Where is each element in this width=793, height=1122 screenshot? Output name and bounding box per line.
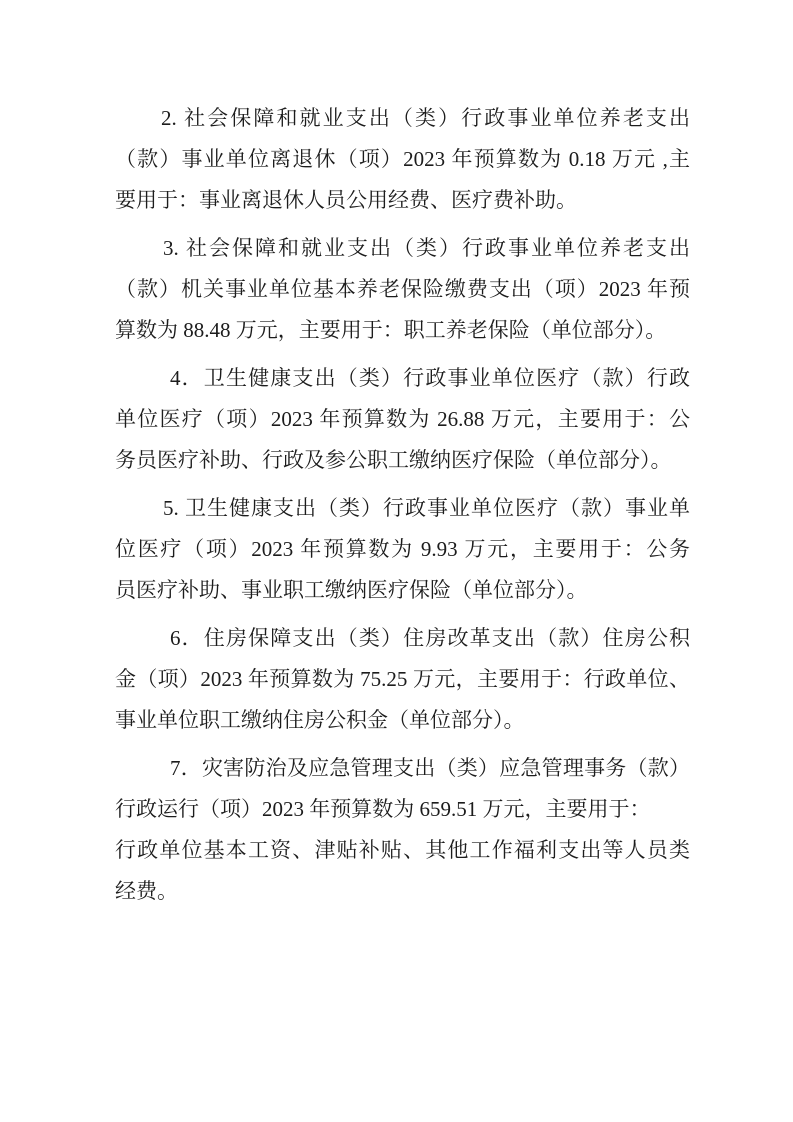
paragraph-3-line-2: 单位医疗（项）2023 年预算数为 26.88 万元，主要用于：公 <box>115 407 690 431</box>
paragraph-4-line-3: 员医疗补助、事业职工缴纳医疗保险（单位部分）。 <box>115 578 588 602</box>
paragraph-5-line-1: 6．住房保障支出（类）住房改革支出（款）住房公积 <box>170 626 690 650</box>
paragraph-6-line-3: 行政单位基本工资、津贴补贴、其他工作福利支出等人员类 <box>115 838 690 862</box>
paragraph-1 <box>115 98 690 221</box>
paragraph-3-line-3: 务员医疗补助、行政及参公职工缴纳医疗保险（单位部分）。 <box>115 448 672 472</box>
paragraph-2-line-1: 3. 社会保障和就业支出（类）行政事业单位养老支出 <box>163 236 690 260</box>
paragraph-4-line-1: 5. 卫生健康支出（类）行政事业单位医疗（款）事业单 <box>163 496 690 520</box>
paragraph-6-line-2: 行政运行（项）2023 年预算数为 659.51 万元，主要用于： <box>115 797 651 821</box>
paragraph-3-line-1: 4．卫生健康支出（类）行政事业单位医疗（款）行政 <box>170 366 690 390</box>
paragraph-2-line-3: 算数为 88.48 万元，主要用于：职工养老保险（单位部分）。 <box>115 318 667 342</box>
paragraph-1-line-1: 2. 社会保障和就业支出（类）行政事业单位养老支出 <box>161 106 690 130</box>
paragraph-6 <box>115 748 690 912</box>
paragraph-5-line-3: 事业单位职工缴纳住房公积金（单位部分）。 <box>115 708 525 732</box>
paragraph-5-line-2: 金（项）2023 年预算数为 75.25 万元，主要用于：行政单位、 <box>115 667 690 691</box>
paragraph-4-line-2: 位医疗（项）2023 年预算数为 9.93 万元，主要用于：公务 <box>115 537 690 561</box>
paragraph-1-line-2: （款）事业单位离退休（项）2023 年预算数为 0.18 万元 ,主 <box>115 147 690 171</box>
paragraph-6-line-1: 7．灾害防治及应急管理支出（类）应急管理事务（款） <box>170 756 690 780</box>
paragraph-3 <box>115 358 690 481</box>
paragraph-1-line-3: 要用于：事业离退休人员公用经费、医疗费补助。 <box>115 188 577 212</box>
paragraph-5 <box>115 618 690 741</box>
paragraph-2 <box>115 228 690 351</box>
document-body <box>115 98 690 912</box>
paragraph-6-line-4: 经费。 <box>115 879 178 903</box>
paragraph-2-line-2: （款）机关事业单位基本养老保险缴费支出（项）2023 年预 <box>115 277 690 301</box>
paragraph-4 <box>115 488 690 611</box>
